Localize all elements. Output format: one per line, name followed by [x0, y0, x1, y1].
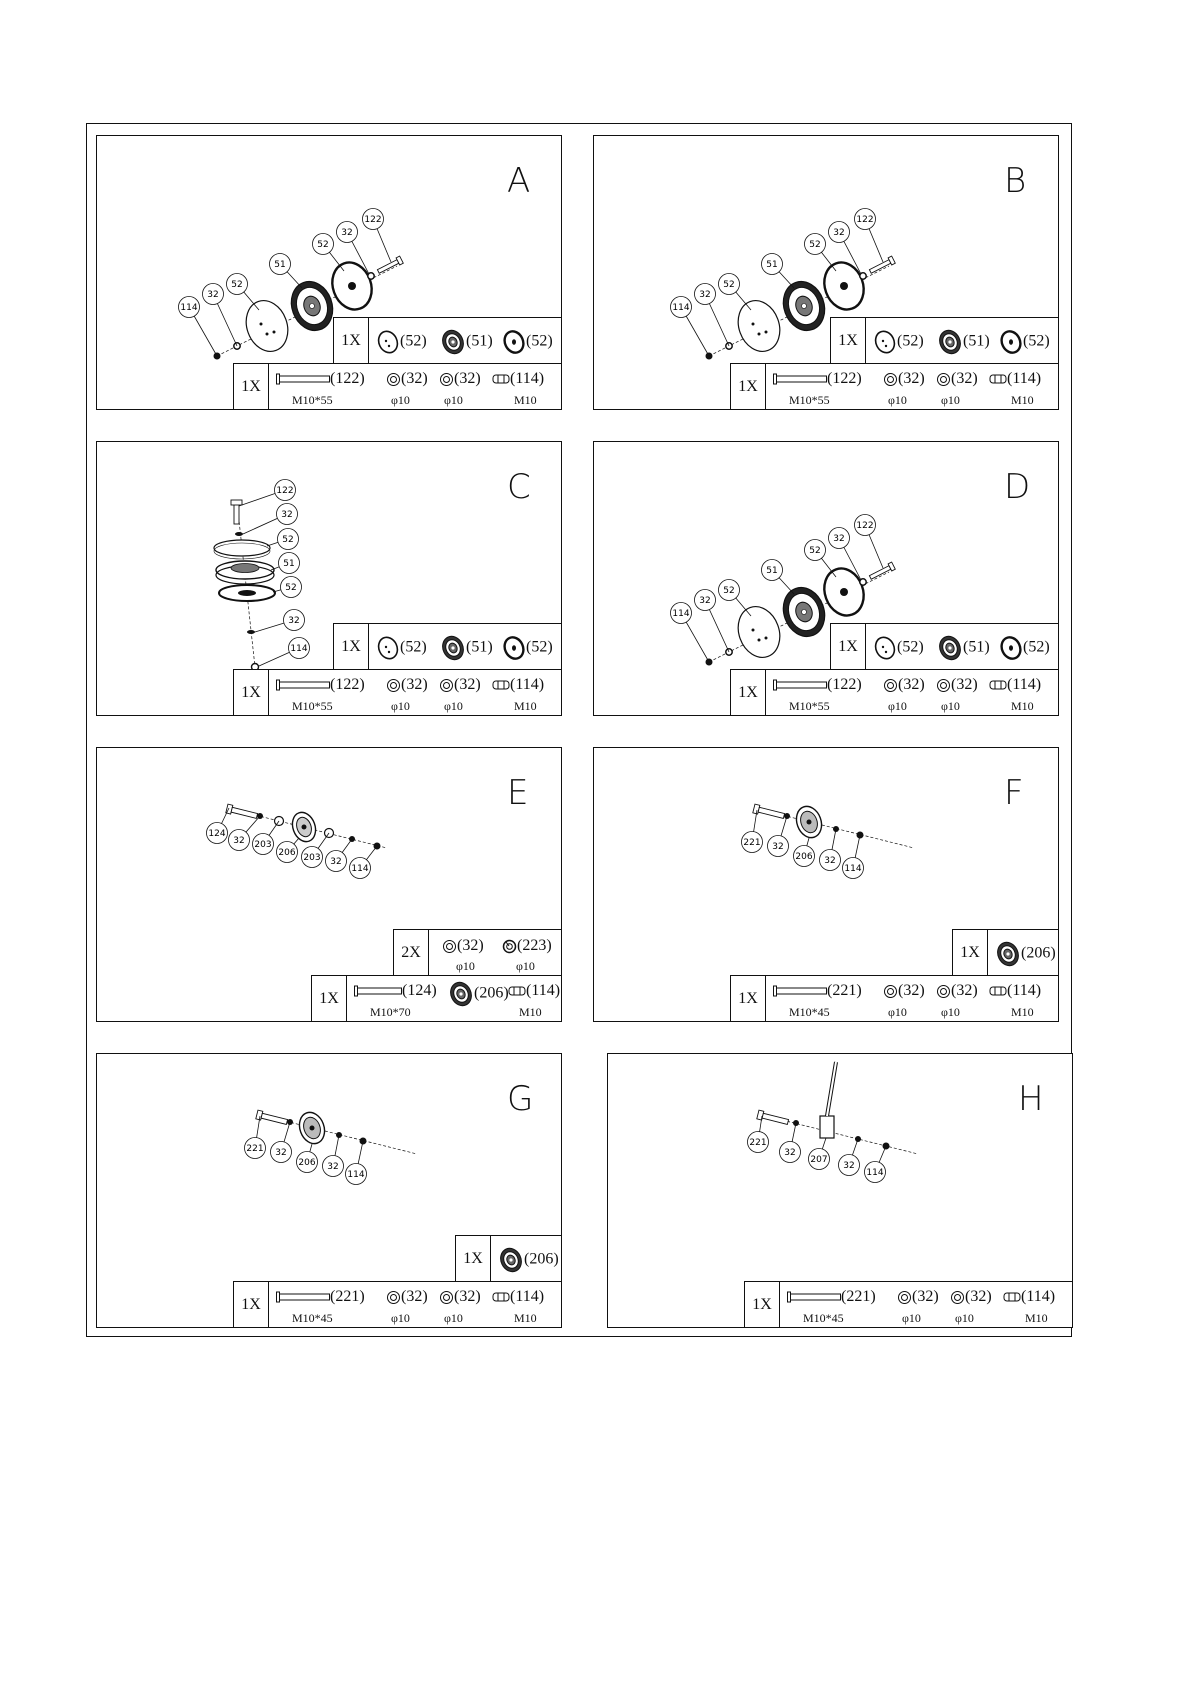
bolt-part — [226, 804, 258, 820]
bolt-icon — [773, 679, 827, 691]
step-letter: G — [507, 1079, 534, 1119]
assembly-panel-a — [96, 135, 562, 410]
bolt-icon — [276, 679, 330, 691]
washer-icon — [439, 678, 454, 693]
bottom-parts-box — [730, 363, 1058, 409]
pulley-cover-icon — [502, 635, 526, 661]
spec-label: M10*70 — [370, 1005, 411, 1019]
washer-icon — [883, 984, 898, 999]
part-114: (114) — [492, 371, 544, 387]
washer-icon — [936, 984, 951, 999]
svg-text:32: 32 — [843, 1161, 855, 1171]
bolt-part — [753, 804, 785, 820]
pulley-cover-icon — [999, 329, 1023, 355]
svg-text:206: 206 — [298, 1158, 316, 1168]
part-32b: (32) — [439, 677, 481, 693]
part-206: (206) — [995, 941, 1056, 967]
bottom-parts-box — [744, 1281, 1072, 1327]
svg-text:32: 32 — [699, 290, 711, 300]
part-52b: (52) — [999, 329, 1050, 355]
svg-text:52: 52 — [285, 583, 297, 593]
bottom-parts-box — [233, 669, 561, 715]
part-51: (51) — [937, 635, 990, 661]
spec-label: M10*55 — [789, 699, 830, 713]
spec-label: M10*55 — [292, 393, 333, 407]
spec-label: M10 — [514, 393, 537, 407]
svg-text:122: 122 — [364, 215, 382, 225]
svg-text:32: 32 — [784, 1148, 796, 1158]
svg-text:221: 221 — [749, 1138, 767, 1148]
svg-text:122: 122 — [856, 215, 874, 225]
svg-text:32: 32 — [281, 510, 293, 520]
svg-text:52: 52 — [282, 535, 294, 545]
svg-text:114: 114 — [844, 864, 862, 874]
part-52: (52) — [376, 329, 427, 355]
svg-text:52: 52 — [809, 546, 821, 556]
svg-text:32: 32 — [833, 534, 845, 544]
svg-text:32: 32 — [207, 290, 219, 300]
svg-text:114: 114 — [347, 1170, 365, 1180]
spec-label: M10*45 — [292, 1311, 333, 1325]
pulley-cover-icon — [999, 635, 1023, 661]
svg-text:52: 52 — [723, 280, 735, 290]
spec-label: M10*55 — [292, 699, 333, 713]
spec-label: φ10 — [391, 699, 410, 713]
part-51: (51) — [440, 635, 493, 661]
nut-icon — [1003, 1291, 1021, 1303]
svg-text:32: 32 — [833, 228, 845, 238]
part-32: (32) — [897, 1289, 939, 1305]
part-32: (32) — [386, 371, 428, 387]
svg-text:32: 32 — [772, 842, 784, 852]
svg-text:206: 206 — [795, 852, 813, 862]
bottom-parts-box — [730, 975, 1058, 1021]
spec-label: φ10 — [444, 699, 463, 713]
part-114: (114) — [508, 983, 560, 999]
top-parts-box — [830, 317, 1058, 364]
nut-icon — [989, 373, 1007, 385]
svg-text:32: 32 — [330, 857, 342, 867]
spec-label: M10 — [1011, 1005, 1034, 1019]
spec-label: M10 — [1025, 1311, 1048, 1325]
bottom-parts-box — [233, 1281, 561, 1327]
svg-text:114: 114 — [866, 1168, 884, 1178]
svg-text:32: 32 — [288, 616, 300, 626]
washer-icon — [386, 678, 401, 693]
svg-text:32: 32 — [699, 596, 711, 606]
bolt-icon — [773, 985, 827, 997]
part-114: (114) — [989, 983, 1041, 999]
part-32b: (32) — [439, 371, 481, 387]
bolt-icon — [773, 373, 827, 385]
spec-label: M10*45 — [803, 1311, 844, 1325]
nut-icon — [989, 985, 1007, 997]
svg-text:52: 52 — [231, 280, 243, 290]
svg-text:32: 32 — [327, 1162, 339, 1172]
part-bolt: (122) — [773, 677, 862, 693]
spec-label: M10 — [514, 1311, 537, 1325]
svg-text:114: 114 — [290, 644, 308, 654]
step-letter: D — [1004, 467, 1031, 507]
part-223: (223) — [502, 938, 552, 954]
svg-text:114: 114 — [351, 864, 369, 874]
part-52: (52) — [873, 635, 924, 661]
part-52b: (52) — [502, 329, 553, 355]
svg-text:114: 114 — [672, 303, 690, 313]
quantity-label: 2X — [394, 930, 429, 976]
spec-label: φ10 — [391, 393, 410, 407]
bottom-parts-box — [730, 669, 1058, 715]
nut-icon — [508, 985, 526, 997]
washer-icon — [936, 372, 951, 387]
bottom-parts-box — [233, 363, 561, 409]
quantity-label: 1X — [312, 976, 347, 1021]
nut-icon — [492, 679, 510, 691]
washer-part — [235, 532, 243, 536]
spec-label: M10*55 — [789, 393, 830, 407]
part-114: (114) — [1003, 1289, 1055, 1305]
svg-text:51: 51 — [766, 260, 778, 270]
part-114: (114) — [492, 1289, 544, 1305]
nut-icon — [989, 679, 1007, 691]
part-32b: (32) — [936, 677, 978, 693]
svg-text:51: 51 — [283, 559, 295, 569]
svg-text:114: 114 — [180, 303, 198, 313]
top-parts-box — [830, 623, 1058, 670]
top-parts-box — [333, 317, 561, 364]
top-parts-box — [333, 623, 561, 670]
quantity-label: 1X — [953, 930, 988, 976]
svg-text:32: 32 — [824, 856, 836, 866]
top-parts-box — [952, 929, 1058, 976]
washer-icon — [386, 372, 401, 387]
pulley-cover-part — [239, 295, 294, 358]
part-32: (32) — [386, 1289, 428, 1305]
pulley-icon — [440, 329, 466, 355]
assembly-panel-e — [96, 747, 562, 1022]
assembly-panel-d — [593, 441, 1059, 716]
part-51: (51) — [440, 329, 493, 355]
part-52b: (52) — [502, 635, 553, 661]
washer-icon — [936, 678, 951, 693]
nut-icon — [492, 1291, 510, 1303]
part-32b: (32) — [936, 371, 978, 387]
part-52: (52) — [376, 635, 427, 661]
part-52: (52) — [873, 329, 924, 355]
svg-text:52: 52 — [809, 240, 821, 250]
part-32: (32) — [442, 938, 484, 954]
quantity-label: 1X — [334, 624, 369, 670]
spec-label: φ10 — [888, 1005, 907, 1019]
svg-text:203: 203 — [303, 853, 321, 863]
pulley-icon — [937, 329, 963, 355]
quantity-label: 1X — [731, 364, 766, 409]
svg-text:52: 52 — [723, 586, 735, 596]
washer-icon — [442, 939, 457, 954]
pulley-icon — [937, 635, 963, 661]
spec-label: φ10 — [444, 1311, 463, 1325]
part-114: (114) — [492, 677, 544, 693]
bolt-icon — [276, 373, 330, 385]
washer-icon — [883, 678, 898, 693]
svg-text:221: 221 — [743, 838, 761, 848]
part-52b: (52) — [999, 635, 1050, 661]
part-bolt: (221) — [276, 1289, 365, 1305]
svg-text:32: 32 — [233, 836, 245, 846]
spec-label: M10 — [514, 699, 537, 713]
pulley-cover-part — [214, 540, 270, 556]
part-32: (32) — [883, 371, 925, 387]
quantity-label: 1X — [731, 670, 766, 715]
spec-label: M10 — [1011, 699, 1034, 713]
quantity-label: 1X — [456, 1236, 491, 1282]
washer-icon — [439, 372, 454, 387]
quantity-label: 1X — [234, 364, 269, 409]
spec-label: φ10 — [888, 393, 907, 407]
top-parts-box — [455, 1235, 561, 1282]
svg-text:124: 124 — [208, 829, 226, 839]
pulley-cover-icon — [376, 329, 400, 355]
pulley-icon — [448, 981, 474, 1007]
svg-text:206: 206 — [278, 848, 296, 858]
part-bolt: (122) — [276, 371, 365, 387]
bolt-icon — [354, 985, 402, 997]
svg-text:52: 52 — [317, 240, 329, 250]
step-letter: E — [507, 773, 529, 813]
part-32: (32) — [883, 677, 925, 693]
assembly-panel-b — [593, 135, 1059, 410]
part-32b: (32) — [950, 1289, 992, 1305]
pulley-icon — [440, 635, 466, 661]
part-bolt: (122) — [276, 677, 365, 693]
bottom-parts-box — [311, 975, 561, 1021]
spec-label: M10 — [1011, 393, 1034, 407]
bolt-icon — [787, 1291, 841, 1303]
part-32b: (32) — [439, 1289, 481, 1305]
quantity-label: 1X — [234, 1282, 269, 1327]
quantity-label: 1X — [234, 670, 269, 715]
part-bolt: (221) — [773, 983, 862, 999]
assembly-panel-h — [607, 1053, 1073, 1328]
part-51: (51) — [937, 329, 990, 355]
svg-text:122: 122 — [276, 486, 294, 496]
part-32: (32) — [883, 983, 925, 999]
spec-label: φ10 — [955, 1311, 974, 1325]
spec-label: φ10 — [941, 393, 960, 407]
assembly-panel-f — [593, 747, 1059, 1022]
svg-text:221: 221 — [246, 1144, 264, 1154]
part-206: (206) — [498, 1247, 559, 1273]
svg-text:207: 207 — [810, 1155, 828, 1165]
pulley-cover-icon — [873, 635, 897, 661]
quantity-label: 1X — [334, 318, 369, 364]
pulley-cover-icon — [376, 635, 400, 661]
spec-label: φ10 — [391, 1311, 410, 1325]
svg-text:203: 203 — [254, 840, 272, 850]
svg-text:32: 32 — [341, 228, 353, 238]
part-32: (32) — [386, 677, 428, 693]
spec-label: φ10 — [444, 393, 463, 407]
pulley-cover-part — [731, 601, 786, 664]
step-letter: B — [1004, 161, 1027, 201]
part-bolt: (122) — [773, 371, 862, 387]
spec-label: φ10 — [941, 1005, 960, 1019]
svg-text:114: 114 — [672, 609, 690, 619]
pulley-cover-icon — [873, 329, 897, 355]
pulley-icon — [995, 941, 1021, 967]
nut-icon — [492, 373, 510, 385]
svg-text:32: 32 — [275, 1148, 287, 1158]
step-letter: A — [507, 161, 531, 201]
step-letter: C — [507, 467, 531, 507]
washer-icon — [386, 1290, 401, 1305]
washer-icon — [950, 1290, 965, 1305]
pulley-icon — [498, 1247, 524, 1273]
washer-icon — [883, 372, 898, 387]
part-206: (206) — [448, 981, 509, 1007]
bolt-icon — [276, 1291, 330, 1303]
spec-label: φ10 — [888, 699, 907, 713]
spec-label: φ10 — [456, 959, 475, 973]
part-124: (124) — [354, 983, 437, 999]
pulley-cover-icon — [502, 329, 526, 355]
pulley-cover-part — [731, 295, 786, 358]
washer-icon — [897, 1290, 912, 1305]
washer-icon — [439, 1290, 454, 1305]
spec-label: φ10 — [516, 959, 535, 973]
part-32b: (32) — [936, 983, 978, 999]
assembly-panel-g — [96, 1053, 562, 1328]
spec-label: M10*45 — [789, 1005, 830, 1019]
bolt-part — [231, 500, 242, 524]
quantity-label: 1X — [745, 1282, 780, 1327]
spec-label: φ10 — [902, 1311, 921, 1325]
top-parts-box — [393, 929, 561, 976]
quantity-label: 1X — [731, 976, 766, 1021]
svg-text:51: 51 — [766, 566, 778, 576]
quantity-label: 1X — [831, 318, 866, 364]
part-bolt: (221) — [787, 1289, 876, 1305]
step-letter: F — [1004, 773, 1024, 813]
spec-label: M10 — [519, 1005, 542, 1019]
spec-label: φ10 — [941, 699, 960, 713]
svg-text:122: 122 — [856, 521, 874, 531]
bracket-part — [820, 1062, 836, 1138]
assembly-panel-c — [96, 441, 562, 716]
part-114: (114) — [989, 371, 1041, 387]
part-114: (114) — [989, 677, 1041, 693]
svg-text:51: 51 — [274, 260, 286, 270]
bolt-part — [256, 1110, 288, 1126]
step-letter: H — [1018, 1079, 1044, 1119]
washer-part — [247, 630, 255, 634]
spring-washer-icon — [502, 939, 517, 954]
quantity-label: 1X — [831, 624, 866, 670]
